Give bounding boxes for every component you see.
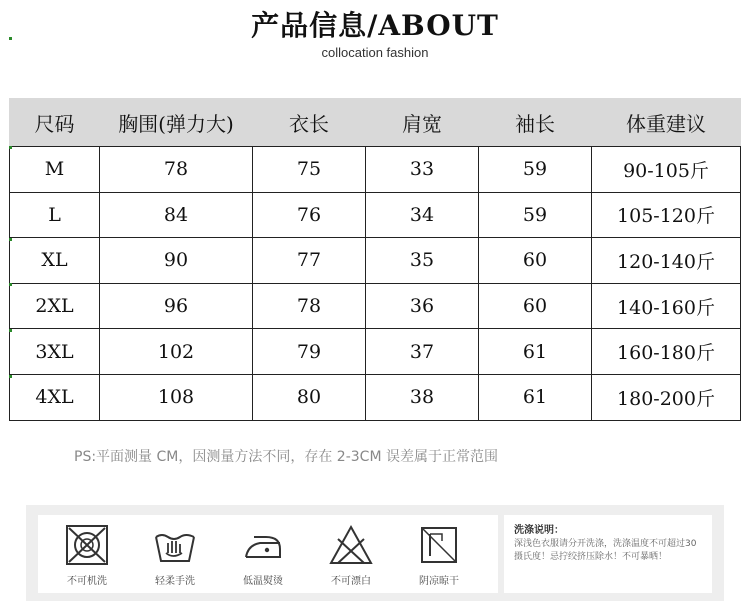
cell-length: 78 bbox=[253, 283, 366, 329]
care-symbol bbox=[52, 523, 122, 587]
cell-shoulder: 36 bbox=[366, 283, 479, 329]
care-symbol-label: 轻柔手洗 bbox=[155, 576, 195, 587]
cell-sleeve: 60 bbox=[479, 283, 592, 329]
decor-tick bbox=[9, 146, 12, 149]
column-header-size: 尺码 bbox=[10, 99, 100, 147]
cell-sleeve: 61 bbox=[479, 374, 592, 420]
table-row bbox=[10, 283, 741, 329]
cell-chest: 102 bbox=[100, 329, 253, 375]
decor-tick bbox=[9, 37, 12, 40]
cell-weight: 140-160斤 bbox=[592, 283, 741, 329]
cell-shoulder: 35 bbox=[366, 238, 479, 284]
decor-tick bbox=[9, 238, 12, 241]
column-header-chest: 胸围(弹力大) bbox=[100, 99, 253, 147]
cell-length: 77 bbox=[253, 238, 366, 284]
cell-size: XL bbox=[10, 238, 100, 284]
cell-sleeve: 59 bbox=[479, 147, 592, 193]
care-symbol-label: 低温熨烫 bbox=[243, 576, 283, 587]
cell-shoulder: 37 bbox=[366, 329, 479, 375]
care-symbol-label: 不可漂白 bbox=[331, 576, 371, 587]
page-subtitle: collocation fashion bbox=[321, 45, 429, 60]
cell-weight: 105-120斤 bbox=[592, 192, 741, 238]
care-instructions-text: 深浅色衣服请分开洗涤，洗涤温度不可超过30摄氏度！忌拧绞挤压除水！不可暴晒！ bbox=[514, 539, 697, 562]
care-symbols bbox=[38, 515, 498, 593]
cell-length: 75 bbox=[253, 147, 366, 193]
decor-tick bbox=[9, 283, 12, 286]
care-symbol-label: 不可机洗 bbox=[67, 576, 107, 587]
decor-tick bbox=[9, 329, 12, 332]
cell-shoulder: 38 bbox=[366, 374, 479, 420]
cell-weight: 160-180斤 bbox=[592, 329, 741, 375]
table-row bbox=[10, 147, 741, 193]
cell-length: 80 bbox=[253, 374, 366, 420]
cell-size: 3XL bbox=[10, 329, 100, 375]
cell-shoulder: 34 bbox=[366, 192, 479, 238]
no-machine-wash-icon bbox=[64, 523, 110, 567]
cell-sleeve: 59 bbox=[479, 192, 592, 238]
cell-chest: 84 bbox=[100, 192, 253, 238]
cell-weight: 180-200斤 bbox=[592, 374, 741, 420]
column-header-sleeve: 袖长 bbox=[479, 99, 592, 147]
care-symbol bbox=[404, 523, 474, 587]
decor-tick bbox=[9, 375, 12, 378]
cell-chest: 108 bbox=[100, 374, 253, 420]
column-header-shoulder: 肩宽 bbox=[366, 99, 479, 147]
table-row bbox=[10, 329, 741, 375]
gentle-hand-wash-icon bbox=[152, 523, 198, 567]
cell-length: 79 bbox=[253, 329, 366, 375]
table-row bbox=[10, 238, 741, 284]
care-panel bbox=[26, 505, 724, 601]
cell-length: 76 bbox=[253, 192, 366, 238]
cell-chest: 78 bbox=[100, 147, 253, 193]
cell-sleeve: 61 bbox=[479, 329, 592, 375]
table-row bbox=[10, 374, 741, 420]
page-title: 产品信息/ABOUT bbox=[251, 9, 499, 42]
cell-chest: 90 bbox=[100, 238, 253, 284]
cell-sleeve: 60 bbox=[479, 238, 592, 284]
cell-size: M bbox=[10, 147, 100, 193]
cell-weight: 120-140斤 bbox=[592, 238, 741, 284]
low-temp-iron-icon bbox=[240, 523, 286, 567]
cell-size: 2XL bbox=[10, 283, 100, 329]
care-symbol bbox=[316, 523, 386, 587]
cell-size: L bbox=[10, 192, 100, 238]
cell-size: 4XL bbox=[10, 374, 100, 420]
table-header-row bbox=[10, 99, 741, 147]
shade-dry-icon bbox=[416, 523, 462, 567]
column-header-length: 衣长 bbox=[253, 99, 366, 147]
care-instructions-title: 洗涤说明： bbox=[514, 525, 564, 536]
cell-shoulder: 33 bbox=[366, 147, 479, 193]
cell-weight: 90-105斤 bbox=[592, 147, 741, 193]
care-symbol-label: 阴凉晾干 bbox=[419, 576, 459, 587]
column-header-weight: 体重建议 bbox=[592, 99, 741, 147]
no-bleach-icon bbox=[328, 523, 374, 567]
cell-chest: 96 bbox=[100, 283, 253, 329]
care-symbol bbox=[228, 523, 298, 587]
care-instructions bbox=[504, 515, 712, 593]
care-symbol bbox=[140, 523, 210, 587]
table-row bbox=[10, 192, 741, 238]
measurement-note: PS:平面测量 CM，因测量方法不同，存在 2-3CM 误差属于正常范围 bbox=[74, 449, 498, 465]
size-chart-table bbox=[9, 98, 741, 421]
